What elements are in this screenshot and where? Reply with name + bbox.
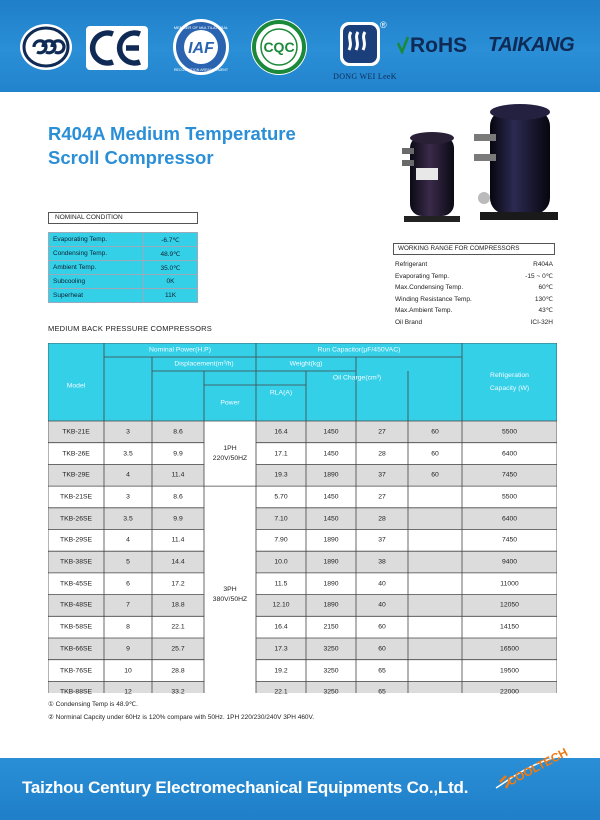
cell-weight: 28 xyxy=(378,515,386,523)
cell-weight: 37 xyxy=(378,471,386,479)
cell-hp: 6 xyxy=(126,580,130,588)
cell-cap: 60 xyxy=(431,428,439,436)
cell-model: TKB-26E xyxy=(62,450,90,458)
cell-disp: 9.9 xyxy=(173,515,183,523)
nominal-condition-header: NOMINAL CONDITION xyxy=(48,212,198,224)
cell-refcap: 6400 xyxy=(501,450,518,458)
ccc-logo xyxy=(18,22,74,72)
wr-label: Refrigerant xyxy=(395,261,428,268)
cell-disp: 18.8 xyxy=(171,601,185,609)
table-row xyxy=(49,233,198,247)
cell-rla: 7.90 xyxy=(274,536,288,544)
cell-disp: 8.6 xyxy=(173,493,183,501)
cell-model: TKB-29E xyxy=(62,471,90,479)
cell-hp: 3.5 xyxy=(123,515,133,523)
list-item xyxy=(395,259,553,271)
cell-oil: 1890 xyxy=(323,601,339,609)
compressor-photo-small xyxy=(400,128,462,233)
cell-weight: 60 xyxy=(378,645,386,653)
ccc-mark-icon xyxy=(18,22,74,72)
wr-value: 130℃ xyxy=(534,295,553,303)
cell-oil: 1450 xyxy=(323,493,339,501)
nominal-label: Superheat xyxy=(49,289,144,303)
cell-refcap: 19500 xyxy=(500,667,519,675)
cell-rla: 16.4 xyxy=(274,428,288,436)
cell-weight: 38 xyxy=(378,558,386,566)
list-item xyxy=(395,294,553,306)
cell-oil: 1890 xyxy=(323,471,339,479)
footnote-1: ① Condensing Temp is 48.9℃. xyxy=(48,701,138,708)
list-item xyxy=(395,282,553,294)
cooltech-logo xyxy=(492,748,582,792)
wr-label: Max.Condensing Temp. xyxy=(395,284,464,291)
list-item xyxy=(395,271,553,283)
cell-oil: 1890 xyxy=(323,536,339,544)
cell-oil: 1890 xyxy=(323,558,339,566)
header-model: Model xyxy=(66,382,86,390)
cooltech-swoosh-icon xyxy=(492,748,582,792)
nominal-value: 35.0℃ xyxy=(144,261,198,275)
nominal-value: 0K xyxy=(144,275,198,289)
cell-hp: 4 xyxy=(126,536,130,544)
cell-cap: 60 xyxy=(431,471,439,479)
cell-oil: 3250 xyxy=(323,688,339,696)
cell-rla: 7.10 xyxy=(274,515,288,523)
cell-refcap: 6400 xyxy=(501,515,518,523)
wr-value: 60℃ xyxy=(538,284,553,291)
cell-model: TKB-21E xyxy=(62,428,90,436)
cell-rla: 17.3 xyxy=(274,645,288,653)
cell-disp: 8.6 xyxy=(173,428,183,436)
cell-hp: 7 xyxy=(126,601,130,609)
cell-model: TKB-88SE xyxy=(59,688,93,696)
cell-weight: 65 xyxy=(378,667,386,675)
cell-weight: 37 xyxy=(378,536,386,544)
header-weight: Weight(kg) xyxy=(289,360,323,368)
svg-text:CQC: CQC xyxy=(263,39,295,55)
nominal-value: 11K xyxy=(144,289,198,303)
cell-hp: 3 xyxy=(126,428,130,436)
cell-weight: 28 xyxy=(378,450,386,458)
header-oil-charge: Oil Charge(cm³) xyxy=(332,374,382,382)
nominal-label: Evaporating Temp. xyxy=(49,233,144,247)
title-line-2: Scroll Compressor xyxy=(48,147,214,168)
cell-refcap: 5500 xyxy=(501,428,518,436)
cell-hp: 4 xyxy=(126,471,130,479)
header-run-capacitor: Run Capacitor(μF/450VAC) xyxy=(317,346,401,354)
wr-label: Winding Resistance Temp. xyxy=(395,295,472,303)
cell-rla: 12.10 xyxy=(272,601,290,609)
cell-refcap: 12050 xyxy=(500,601,519,609)
nominal-label: Subcooling xyxy=(49,275,144,289)
cell-disp: 28.8 xyxy=(171,667,185,675)
registered-mark: ® xyxy=(380,20,387,30)
cell-disp: 17.2 xyxy=(171,580,185,588)
nominal-value: -6.7℃ xyxy=(144,233,198,247)
cell-rla: 22.1 xyxy=(274,688,288,696)
nominal-label: Ambient Temp. xyxy=(49,261,144,275)
compressor-photo-large xyxy=(470,100,562,235)
cell-model: TKB-38SE xyxy=(59,558,93,566)
cell-refcap: 14150 xyxy=(500,623,519,631)
cell-rla: 5.70 xyxy=(274,493,288,501)
cell-hp: 5 xyxy=(126,558,130,566)
cell-model: TKB-76SE xyxy=(59,667,93,675)
wr-label: Max.Ambient Temp. xyxy=(395,307,453,314)
title-line-1: R404A Medium Temperature xyxy=(48,123,296,144)
table-row xyxy=(49,261,198,275)
working-range-header: WORKING RANGE FOR COMPRESSORS xyxy=(393,243,555,255)
cell-refcap: 5500 xyxy=(501,493,518,501)
cell-refcap: 9400 xyxy=(501,558,518,566)
header-displacement: Displacement(m³/h) xyxy=(174,360,234,368)
table-row xyxy=(49,275,198,289)
cell-hp: 8 xyxy=(126,623,130,631)
dongwei-caption: DONG WEI LeeK xyxy=(333,72,397,81)
cell-refcap: 11000 xyxy=(500,580,519,588)
wr-label: Oil Brand xyxy=(395,318,423,326)
dongwei-logo xyxy=(336,20,384,70)
working-range-list xyxy=(395,259,553,328)
wr-value: ICI-32H xyxy=(530,318,553,326)
cell-hp: 9 xyxy=(126,645,130,653)
cell-weight: 60 xyxy=(378,623,386,631)
header-nominal-power: Nominal Power(H.P) xyxy=(149,346,211,354)
cell-disp: 33.2 xyxy=(171,688,185,696)
cell-model: TKB-29SE xyxy=(59,536,93,544)
cell-model: TKB-21SE xyxy=(59,493,93,501)
power-group-2 xyxy=(213,585,247,605)
company-name: Taizhou Century Electromechanical Equipments Co.,Ltd. xyxy=(22,778,469,797)
cell-disp: 22.1 xyxy=(171,623,185,631)
cell-disp: 11.4 xyxy=(171,471,185,479)
cell-hp: 3 xyxy=(126,493,130,501)
nominal-condition-table xyxy=(48,232,198,303)
header-power: Power xyxy=(220,399,240,407)
rohs-logo: RoHS xyxy=(410,34,468,57)
nominal-value: 48.9℃ xyxy=(144,247,198,261)
cell-oil: 1450 xyxy=(323,450,339,458)
cell-model: TKB-45SE xyxy=(59,580,93,588)
cell-rla: 16.4 xyxy=(274,623,288,631)
cell-disp: 25.7 xyxy=(171,645,185,653)
cell-rla: 10.0 xyxy=(274,558,288,566)
wr-label: Evaporating Temp. xyxy=(395,272,450,280)
section-title: MEDIUM BACK PRESSURE COMPRESSORS xyxy=(48,324,212,333)
cell-weight: 40 xyxy=(378,580,386,588)
cell-hp: 3.5 xyxy=(123,450,133,458)
cooltech-text: COOLTECH xyxy=(504,748,571,789)
wr-value: R404A xyxy=(533,261,553,268)
iaf-logo xyxy=(170,18,232,76)
table-row xyxy=(49,247,198,261)
cell-rla: 19.2 xyxy=(274,667,288,675)
wr-value: 43℃ xyxy=(538,307,553,314)
cell-model: TKB-26SE xyxy=(59,515,93,523)
wr-value: -15 ~ 0℃ xyxy=(525,272,553,280)
table-row xyxy=(49,289,198,303)
power-phase: 1PH xyxy=(223,444,237,452)
cqc-logo xyxy=(248,18,310,76)
power-group-1 xyxy=(213,444,247,464)
taikang-logo: TAIKANG xyxy=(488,34,575,56)
list-item xyxy=(395,317,553,329)
page-title xyxy=(48,122,348,170)
cell-disp: 11.4 xyxy=(171,536,185,544)
rohs-check-icon xyxy=(397,36,409,59)
cell-disp: 9.9 xyxy=(173,450,183,458)
cell-hp: 12 xyxy=(124,688,132,696)
svg-text:IAF: IAF xyxy=(188,40,214,57)
cell-disp: 14.4 xyxy=(171,558,185,566)
cell-rla: 11.5 xyxy=(274,580,288,588)
cell-model: TKB-48SE xyxy=(59,601,93,609)
list-item xyxy=(395,305,553,317)
header-refrigeration-capacity: Refrigeration Capacity (W) xyxy=(489,372,530,392)
svg-text:RECOGNITION ARRANGEMENT: RECOGNITION ARRANGEMENT xyxy=(173,68,229,72)
compressor-table xyxy=(48,343,557,696)
cell-rla: 17.1 xyxy=(274,450,288,458)
svg-text:MEMBER OF MULTILATERAL: MEMBER OF MULTILATERAL xyxy=(173,25,229,30)
cell-rla: 19.3 xyxy=(274,471,288,479)
cell-model: TKB-58SE xyxy=(59,623,93,631)
cell-cap: 60 xyxy=(431,450,439,458)
header-rla: RLA(A) xyxy=(269,389,293,397)
ce-logo xyxy=(86,26,148,70)
cell-oil: 2150 xyxy=(323,623,339,631)
cell-refcap: 22000 xyxy=(500,688,519,696)
cell-hp: 10 xyxy=(124,667,132,675)
cell-weight: 65 xyxy=(378,688,386,696)
cell-weight: 27 xyxy=(378,493,386,501)
nominal-label: Condensing Temp. xyxy=(49,247,144,261)
cell-oil: 3250 xyxy=(323,667,339,675)
cell-weight: 27 xyxy=(378,428,386,436)
footnote-2: ② Norminal Capcity under 60Hz is 120% compare with 50Hz. 1PH 220/230/240V 3PH 460V. xyxy=(48,714,315,721)
cell-oil: 1450 xyxy=(323,515,339,523)
power-phase: 3PH xyxy=(223,585,237,593)
cell-refcap: 7450 xyxy=(501,471,518,479)
cell-refcap: 16500 xyxy=(500,645,519,653)
cell-model: TKB-66SE xyxy=(59,645,93,653)
cell-refcap: 7450 xyxy=(501,536,518,544)
cell-oil: 1890 xyxy=(323,580,339,588)
power-voltage: 380V/50HZ xyxy=(212,595,248,603)
power-voltage: 220V/50HZ xyxy=(212,454,248,462)
cell-weight: 40 xyxy=(378,601,386,609)
cell-oil: 1450 xyxy=(323,428,339,436)
cell-oil: 3250 xyxy=(323,645,339,653)
